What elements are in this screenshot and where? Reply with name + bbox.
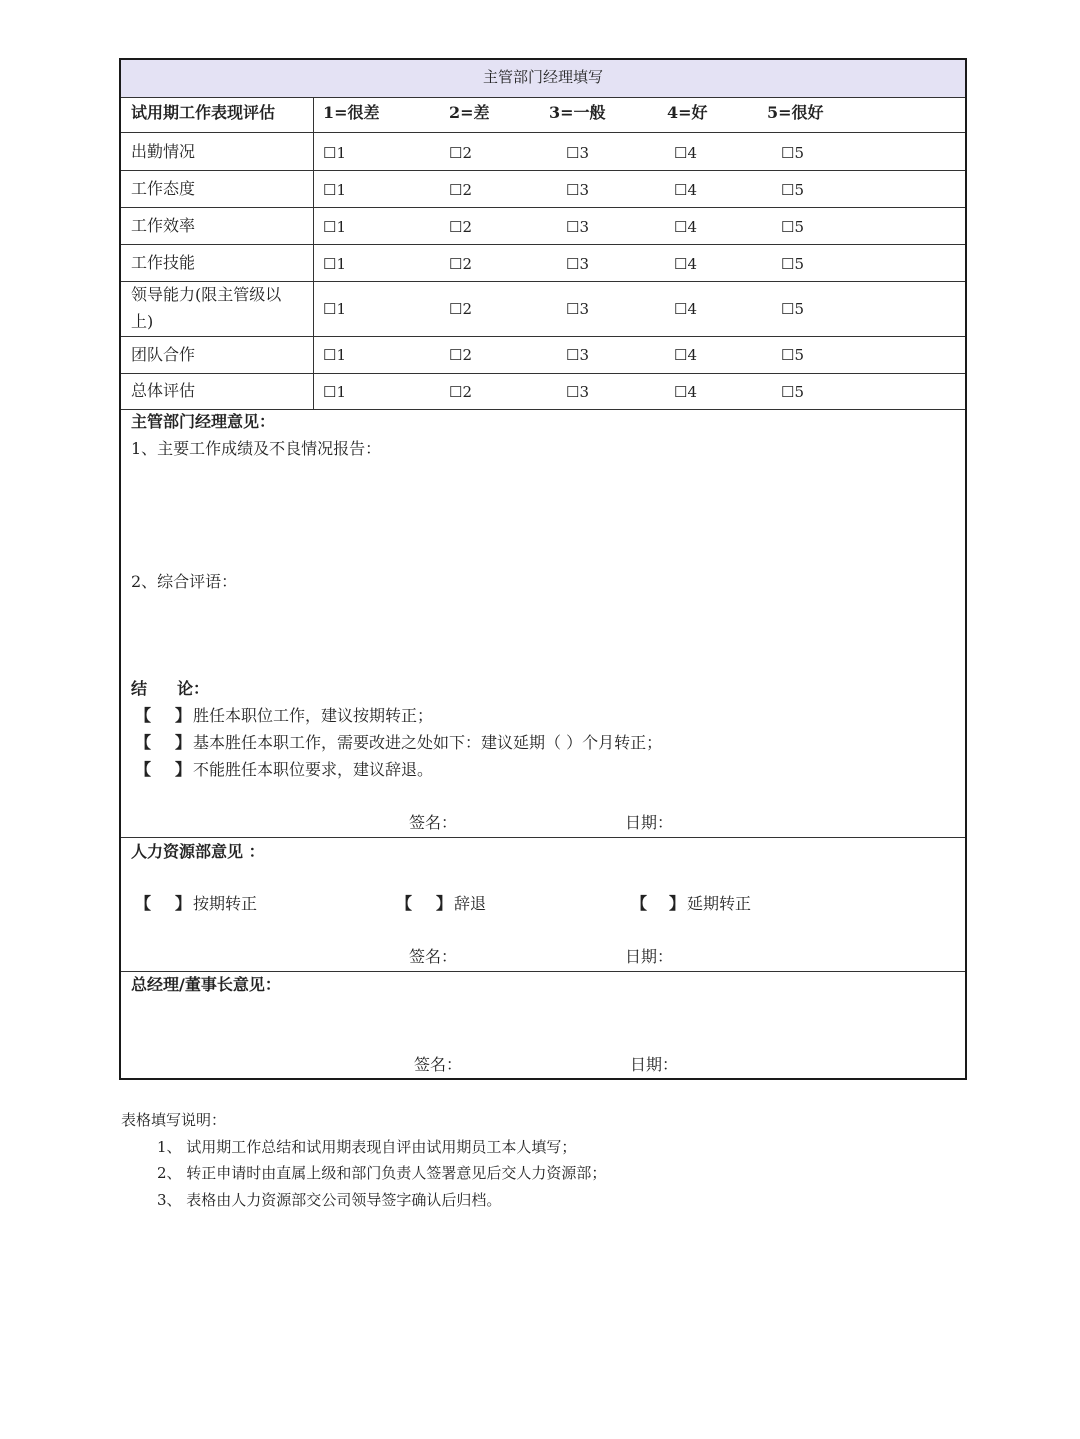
checkbox-option[interactable]: ☐2 [449, 383, 472, 401]
row-label-leadership-line1: 领导能力(限主管级以 [131, 285, 282, 304]
checkbox-option[interactable]: ☐3 [566, 383, 589, 401]
scale-2: 2=差 [449, 103, 490, 122]
checkbox-option[interactable]: ☐3 [566, 144, 589, 162]
row-divider [121, 97, 965, 98]
checkbox-option[interactable]: ☐5 [781, 255, 804, 273]
manager-opinion-heading: 主管部门经理意见： [131, 412, 276, 431]
conclusion-choice-3: 不能胜任本职位要求，建议辞退。 [193, 760, 434, 779]
gm-date-label: 日期： [630, 1055, 679, 1074]
checkbox-option[interactable]: ☐1 [323, 181, 346, 199]
checkbox-option[interactable]: ☐1 [323, 383, 346, 401]
checkbox-option[interactable]: ☐2 [449, 300, 472, 318]
bracket-open[interactable]: 【 [135, 733, 152, 752]
hr-opinion-heading: 人力资源部意见 ： [131, 842, 265, 861]
checkbox-option[interactable]: ☐1 [323, 300, 346, 318]
checkbox-option[interactable]: ☐3 [566, 218, 589, 236]
bracket-open[interactable]: 【 [396, 894, 413, 913]
form-title: 主管部门经理填写 [482, 68, 603, 86]
checkbox-option[interactable]: ☐4 [674, 346, 697, 364]
checkbox-option[interactable]: ☐3 [566, 300, 589, 318]
bracket-open[interactable]: 【 [631, 894, 648, 913]
bracket-close: 】 [436, 894, 453, 913]
scale-4: 4=好 [667, 103, 708, 122]
checkbox-option[interactable]: ☐3 [566, 346, 589, 364]
manager-date-label: 日期： [625, 813, 674, 832]
manager-sign-label: 签名： [409, 813, 458, 832]
scale-5: 5=很好 [767, 103, 824, 122]
row-divider [121, 207, 965, 208]
checkbox-option[interactable]: ☐1 [323, 144, 346, 162]
checkbox-option[interactable]: ☐4 [674, 383, 697, 401]
section-divider [121, 971, 965, 972]
conclusion-choice-1: 胜任本职位工作，建议按期转正； [193, 706, 434, 725]
row-divider [121, 409, 965, 410]
instruction-item: 2、 转正申请时由直属上级和部门负责人签署意见后交人力资源部； [157, 1164, 607, 1182]
bracket-close: 】 [175, 760, 192, 779]
instruction-item: 1、 试用期工作总结和试用期表现自评由试用期员工本人填写； [157, 1138, 577, 1156]
row-label-efficiency: 工作效率 [131, 216, 196, 235]
checkbox-option[interactable]: ☐5 [781, 181, 804, 199]
checkbox-option[interactable]: ☐4 [674, 300, 697, 318]
checkbox-option[interactable]: ☐3 [566, 181, 589, 199]
row-label-skills: 工作技能 [131, 253, 196, 272]
header-label: 试用期工作表现评估 [131, 103, 276, 122]
bracket-close: 】 [175, 733, 192, 752]
row-label-attendance: 出勤情况 [131, 142, 196, 161]
row-divider [121, 132, 965, 133]
bracket-close: 】 [175, 894, 192, 913]
checkbox-option[interactable]: ☐2 [449, 181, 472, 199]
instruction-item: 3、 表格由人力资源部交公司领导签字确认后归档。 [157, 1191, 502, 1209]
checkbox-option[interactable]: ☐1 [323, 346, 346, 364]
conclusion-choice-2: 基本胜任本职工作，需要改进之处如下：建议延期（ ）个月转正； [193, 733, 663, 752]
scale-1: 1=很差 [323, 103, 380, 122]
bracket-open[interactable]: 【 [135, 760, 152, 779]
checkbox-option[interactable]: ☐1 [323, 218, 346, 236]
checkbox-option[interactable]: ☐4 [674, 181, 697, 199]
checkbox-option[interactable]: ☐5 [781, 300, 804, 318]
row-label-teamwork: 团队合作 [131, 345, 196, 364]
hr-option-dismiss: 辞退 [454, 894, 487, 913]
hr-option-on-time: 按期转正 [193, 894, 258, 913]
row-divider [121, 281, 965, 282]
column-divider [313, 97, 314, 409]
conclusion-label-b: 论： [177, 679, 210, 698]
checkbox-option[interactable]: ☐4 [674, 144, 697, 162]
row-divider [121, 170, 965, 171]
bracket-close: 】 [669, 894, 686, 913]
bracket-open[interactable]: 【 [135, 894, 152, 913]
section-divider [121, 837, 965, 838]
manager-item-1: 1、主要工作成绩及不良情况报告： [131, 439, 382, 458]
scale-3: 3=一般 [549, 103, 606, 122]
row-label-leadership-line2: 上) [131, 312, 154, 331]
hr-date-label: 日期： [625, 947, 674, 966]
checkbox-option[interactable]: ☐2 [449, 144, 472, 162]
gm-opinion-heading: 总经理/董事长意见： [131, 975, 281, 994]
row-divider [121, 336, 965, 337]
bracket-close: 】 [175, 706, 192, 725]
hr-option-extend: 延期转正 [687, 894, 752, 913]
conclusion-label-a: 结 [131, 679, 148, 698]
checkbox-option[interactable]: ☐5 [781, 383, 804, 401]
manager-item-2: 2、综合评语： [131, 572, 238, 591]
row-label-overall: 总体评估 [131, 381, 196, 400]
row-divider [121, 373, 965, 374]
checkbox-option[interactable]: ☐4 [674, 218, 697, 236]
checkbox-option[interactable]: ☐1 [323, 255, 346, 273]
bracket-open[interactable]: 【 [135, 706, 152, 725]
instructions-heading: 表格填写说明： [121, 1111, 227, 1129]
hr-sign-label: 签名： [409, 947, 458, 966]
checkbox-option[interactable]: ☐3 [566, 255, 589, 273]
row-label-attitude: 工作态度 [131, 179, 196, 198]
checkbox-option[interactable]: ☐5 [781, 218, 804, 236]
row-divider [121, 244, 965, 245]
gm-sign-label: 签名： [414, 1055, 463, 1074]
checkbox-option[interactable]: ☐2 [449, 218, 472, 236]
evaluation-form [119, 58, 967, 1080]
checkbox-option[interactable]: ☐2 [449, 346, 472, 364]
checkbox-option[interactable]: ☐5 [781, 346, 804, 364]
checkbox-option[interactable]: ☐5 [781, 144, 804, 162]
checkbox-option[interactable]: ☐2 [449, 255, 472, 273]
checkbox-option[interactable]: ☐4 [674, 255, 697, 273]
